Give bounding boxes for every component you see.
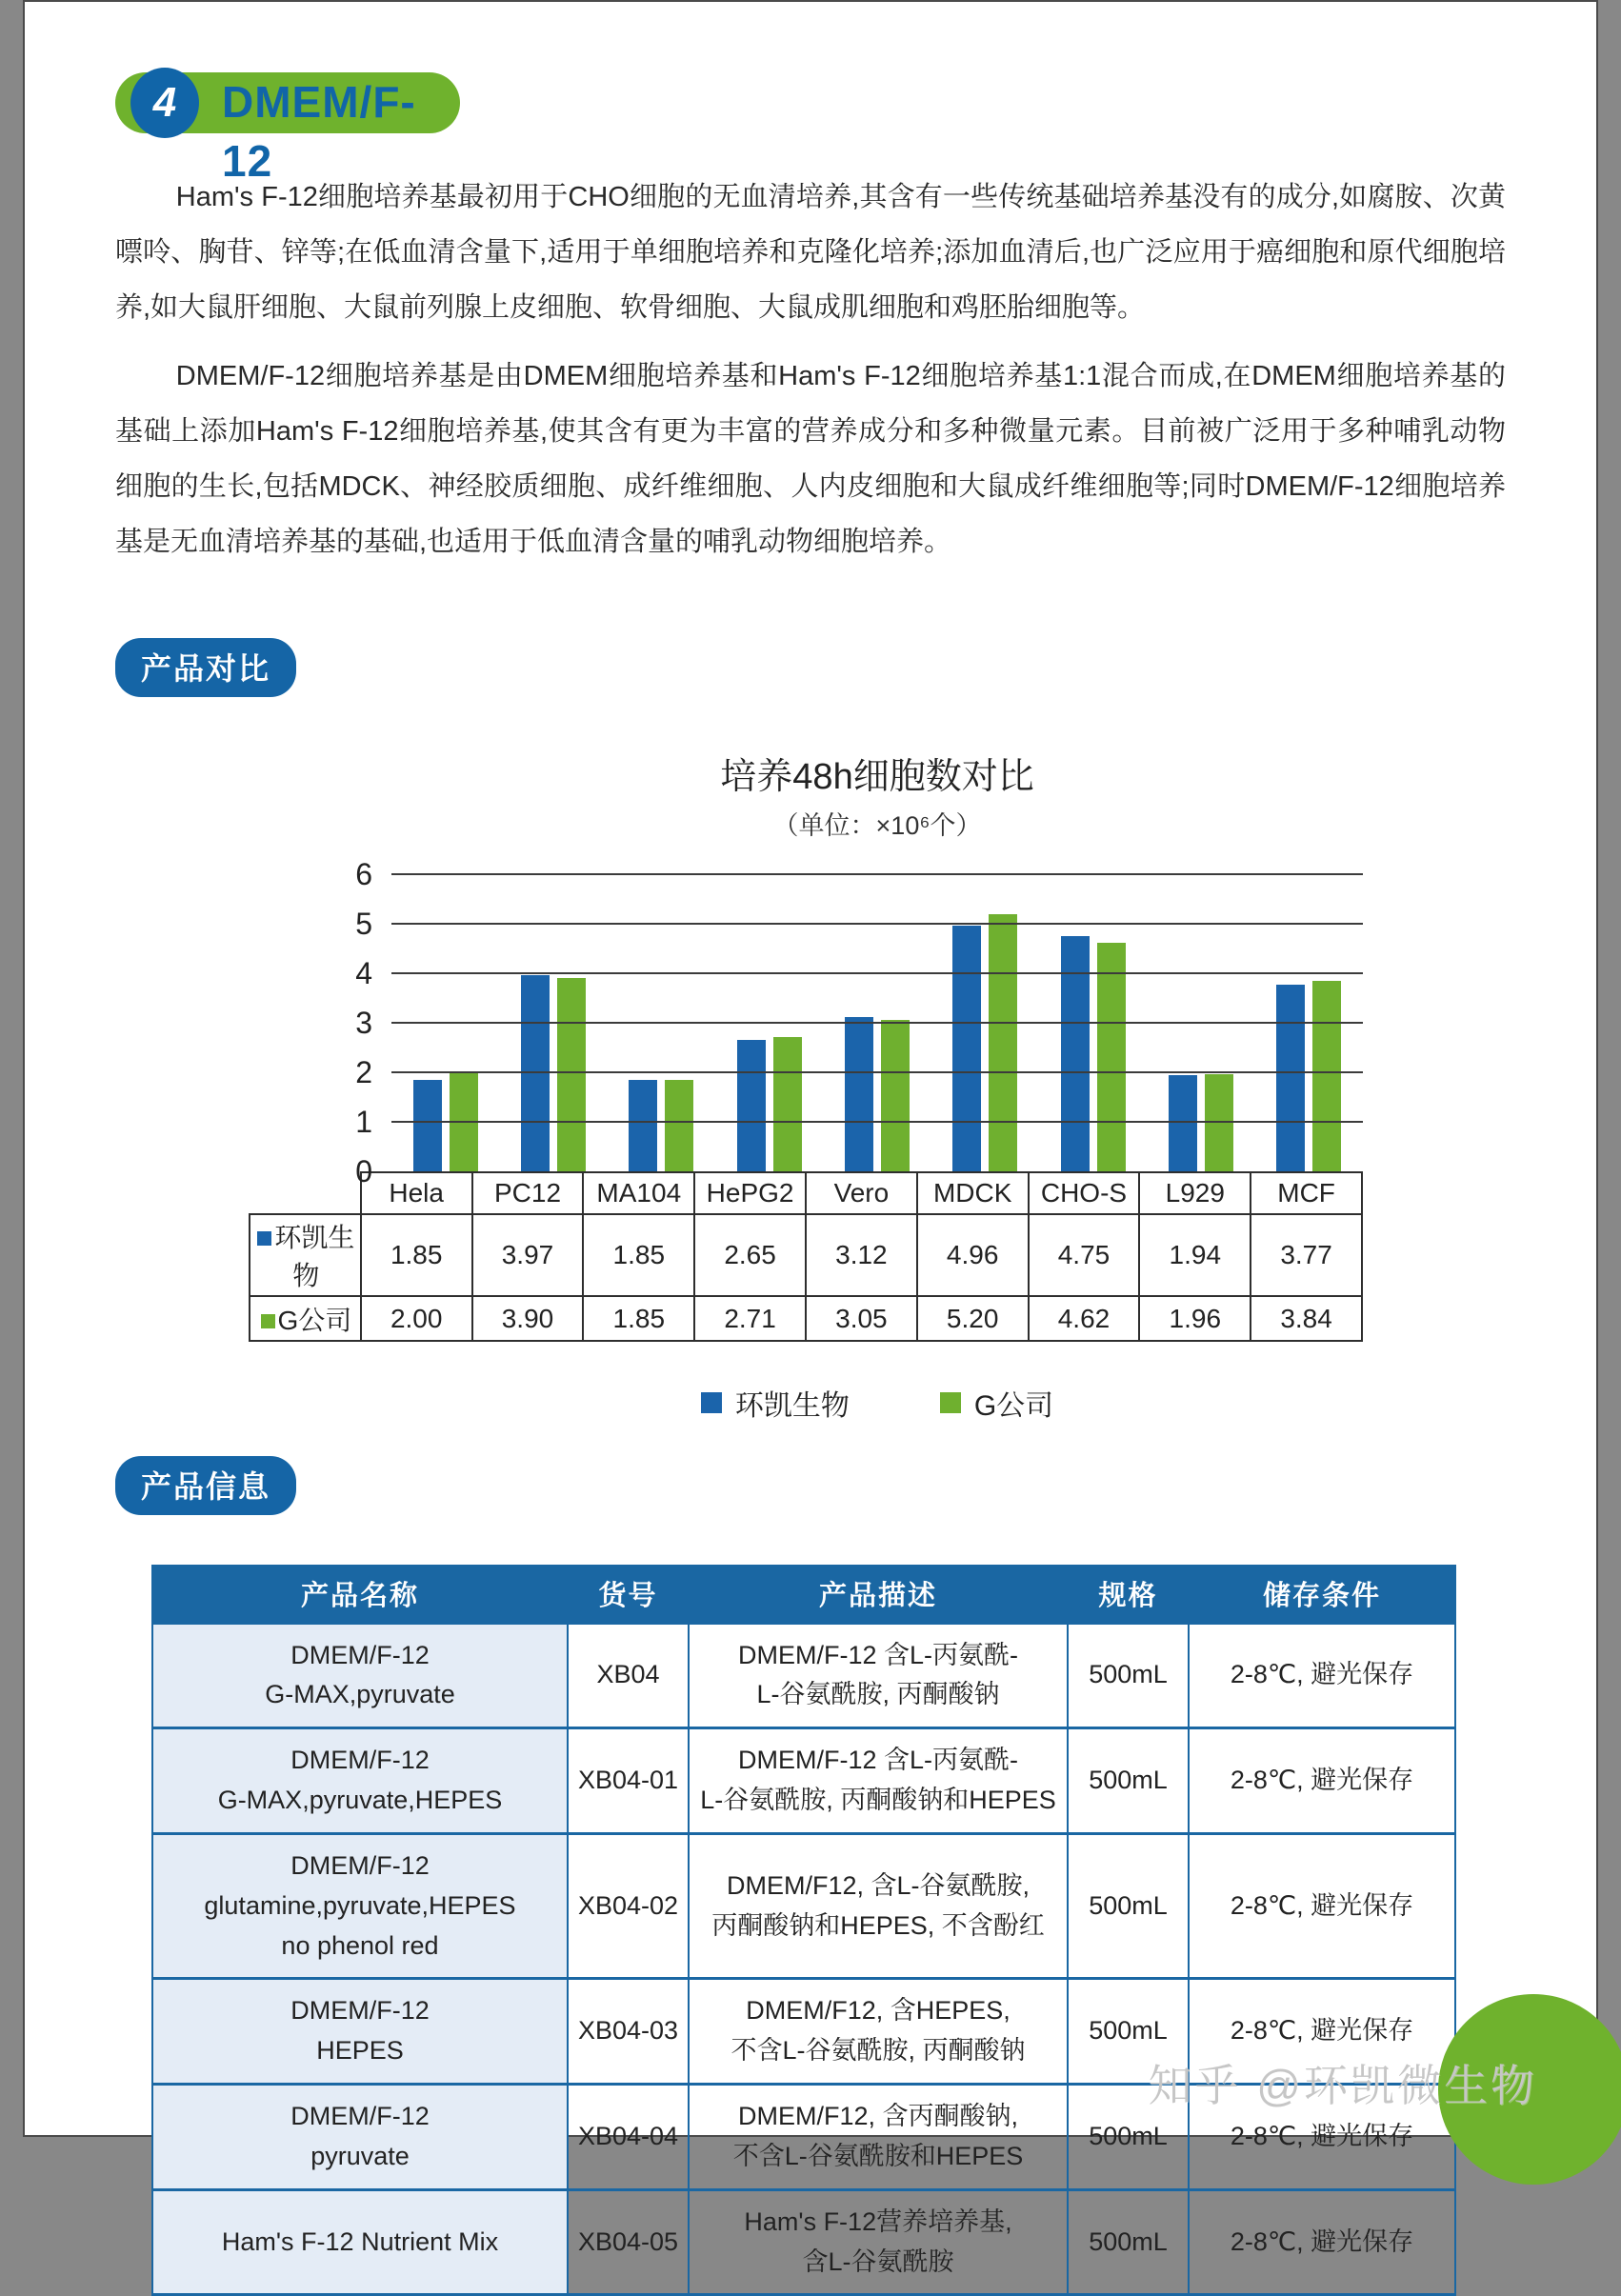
value-cell: 5.20 xyxy=(917,1296,1029,1341)
chart-legend xyxy=(391,1382,1363,1424)
product-desc-cell: DMEM/F-12 含L-丙氨酰- L-谷氨酰胺, 丙酮酸钠 xyxy=(689,1623,1068,1728)
bar-环凯生物-HePG2 xyxy=(737,1040,766,1171)
intro-paragraphs xyxy=(115,170,1506,569)
bar-环凯生物-Vero xyxy=(845,1017,873,1171)
legend-swatch-icon xyxy=(701,1392,722,1413)
bar-G公司-MDCK xyxy=(989,914,1017,1171)
product-code-cell: XB04 xyxy=(568,1623,689,1728)
product-row xyxy=(152,2189,1455,2295)
comparison-chart xyxy=(249,747,1363,1424)
category-cell: Hela xyxy=(361,1172,472,1214)
product-code-cell: XB04-05 xyxy=(568,2189,689,2295)
chart-title: 培养48h细胞数对比 xyxy=(720,757,1034,797)
series-label-cell: 环凯生物 xyxy=(250,1214,361,1296)
gridline xyxy=(391,1071,1363,1073)
value-cell: 4.62 xyxy=(1029,1296,1140,1341)
series-swatch-icon xyxy=(261,1314,275,1328)
y-tick-label: 1 xyxy=(355,1105,372,1139)
product-spec-cell: 500mL xyxy=(1068,2085,1189,2190)
bar-G公司-Vero xyxy=(881,1020,910,1171)
product-spec-cell: 500mL xyxy=(1068,2189,1189,2295)
value-cell: 3.90 xyxy=(472,1296,584,1341)
category-cell: Vero xyxy=(806,1172,917,1214)
product-desc-cell: DMEM/F12, 含丙酮酸钠, 不含L-谷氨酰胺和HEPES xyxy=(689,2085,1068,2190)
value-cell: 1.85 xyxy=(361,1214,472,1296)
gridline xyxy=(391,972,1363,974)
badge-product-info: 产品信息 xyxy=(115,1456,296,1515)
chart-series-row xyxy=(250,1214,1362,1296)
gridline xyxy=(391,1121,1363,1123)
product-name-cell: DMEM/F-12 pyruvate xyxy=(152,2085,568,2190)
category-cell: MDCK xyxy=(917,1172,1029,1214)
product-name-cell: DMEM/F-12 glutamine,pyruvate,HEPES no phenol red xyxy=(152,1833,568,1979)
product-storage-cell: 2-8℃, 避光保存 xyxy=(1189,2189,1455,2295)
product-spec-cell: 500mL xyxy=(1068,1979,1189,2085)
product-row xyxy=(152,1728,1455,1834)
page-title: DMEM/F-12 xyxy=(222,77,416,186)
bar-G公司-HePG2 xyxy=(773,1037,802,1171)
value-cell: 2.71 xyxy=(694,1296,806,1341)
product-storage-cell: 2-8℃, 避光保存 xyxy=(1189,1833,1455,1979)
product-table-body xyxy=(152,1623,1455,2295)
value-cell: 2.00 xyxy=(361,1296,472,1341)
badge-product-comparison: 产品对比 xyxy=(115,638,296,697)
bar-环凯生物-Hela xyxy=(413,1080,442,1171)
bar-G公司-MA104 xyxy=(665,1080,693,1171)
bar-环凯生物-L929 xyxy=(1169,1075,1197,1171)
section-header xyxy=(115,72,460,186)
product-code-cell: XB04-01 xyxy=(568,1728,689,1834)
value-cell: 2.65 xyxy=(694,1214,806,1296)
value-cell: 3.84 xyxy=(1251,1296,1362,1341)
chart-series-row xyxy=(250,1296,1362,1341)
product-spec-cell: 500mL xyxy=(1068,1833,1189,1979)
product-storage-cell: 2-8℃, 避光保存 xyxy=(1189,1623,1455,1728)
legend-item: 环凯生物 xyxy=(701,1382,850,1424)
product-storage-cell: 2-8℃, 避光保存 xyxy=(1189,1728,1455,1834)
chart-table xyxy=(249,1171,1363,1342)
document-page xyxy=(23,0,1598,2276)
value-cell: 4.75 xyxy=(1029,1214,1140,1296)
value-cell: 3.12 xyxy=(806,1214,917,1296)
gridline xyxy=(391,1022,1363,1024)
y-tick-label: 4 xyxy=(355,956,372,990)
category-cell: L929 xyxy=(1139,1172,1251,1214)
value-cell: 1.96 xyxy=(1139,1296,1251,1341)
header-product-code: 货号 xyxy=(568,1566,689,1623)
paragraph-2: DMEM/F-12细胞培养基是由DMEM细胞培养基和Ham's F-12细胞培养基1:1混合而成,在DMEM细胞培养基的基础上添加Ham's F-12细胞培养基,使其含有更为丰富的营养成分和多种微量元素。目前被广泛用于多种哺乳动物细胞的生长,包括MDCK、神经胶质细胞、成纤维细胞、人内皮细胞和大鼠成纤维细胞等;同时DMEM/F-12细胞培养基是无血清培养基的基础,也适用于低血清含量的哺乳动物细胞培养。 xyxy=(115,361,1506,557)
legend-swatch-icon xyxy=(940,1392,961,1413)
series-label-cell: G公司 xyxy=(250,1296,361,1341)
category-cell: MA104 xyxy=(583,1172,694,1214)
product-row xyxy=(152,1833,1455,1979)
gridline xyxy=(391,923,1363,925)
header-product-storage: 储存条件 xyxy=(1189,1566,1455,1623)
category-cell: CHO-S xyxy=(1029,1172,1140,1214)
product-storage-cell: 2-8℃, 避光保存 xyxy=(1189,2085,1455,2190)
series-swatch-icon xyxy=(257,1231,271,1246)
y-tick-label: 3 xyxy=(355,1006,372,1040)
bar-G公司-PC12 xyxy=(557,978,586,1171)
chart-category-row xyxy=(250,1172,1362,1214)
category-cell: PC12 xyxy=(472,1172,584,1214)
product-table xyxy=(151,1565,1456,2296)
product-name-cell: DMEM/F-12 G-MAX,pyruvate,HEPES xyxy=(152,1728,568,1834)
value-cell: 4.96 xyxy=(917,1214,1029,1296)
category-cell: HePG2 xyxy=(694,1172,806,1214)
gridline xyxy=(391,873,1363,875)
product-row xyxy=(152,1623,1455,1728)
value-cell: 3.05 xyxy=(806,1296,917,1341)
product-spec-cell: 500mL xyxy=(1068,1728,1189,1834)
bar-环凯生物-MCF xyxy=(1276,985,1305,1171)
category-cell: MCF xyxy=(1251,1172,1362,1214)
bar-环凯生物-MA104 xyxy=(629,1080,657,1171)
y-tick-label: 2 xyxy=(355,1055,372,1089)
product-desc-cell: Ham's F-12营养培养基, 含L-谷氨酰胺 xyxy=(689,2189,1068,2295)
value-cell: 1.94 xyxy=(1139,1214,1251,1296)
product-table-header xyxy=(152,1566,1455,1623)
bar-G公司-CHO-S xyxy=(1097,943,1126,1171)
product-code-cell: XB04-03 xyxy=(568,1979,689,2085)
product-storage-cell: 2-8℃, 避光保存 xyxy=(1189,1979,1455,2085)
product-name-cell: DMEM/F-12 HEPES xyxy=(152,1979,568,2085)
paragraph-1: Ham's F-12细胞培养基最初用于CHO细胞的无血清培养,其含有一些传统基础培养基没有的成分,如腐胺、次黄嘌呤、胸苷、锌等;在低血清含量下,适用于单细胞培养和克隆化培养;添加血清后,也广泛应用于癌细胞和原代细胞培养,如大鼠肝细胞、大鼠前列腺上皮细胞、软骨细胞、大鼠成肌细胞和鸡胚胎细胞等。 xyxy=(115,182,1506,323)
product-spec-cell: 500mL xyxy=(1068,1623,1189,1728)
chart-subtitle: （单位：×10⁶个） xyxy=(772,811,982,840)
bar-G公司-L929 xyxy=(1205,1074,1233,1171)
value-cell: 1.85 xyxy=(583,1214,694,1296)
product-code-cell: XB04-04 xyxy=(568,2085,689,2190)
value-cell: 3.97 xyxy=(472,1214,584,1296)
header-product-desc: 产品描述 xyxy=(689,1566,1068,1623)
y-tick-label: 6 xyxy=(355,857,372,891)
section-number-circle: 4 xyxy=(130,68,199,138)
chart-plot xyxy=(355,857,1363,1188)
y-tick-label: 5 xyxy=(355,907,372,941)
bar-G公司-MCF xyxy=(1312,981,1341,1171)
watermark: 知乎 @环凯微生物 xyxy=(1148,2061,1537,2110)
product-code-cell: XB04-02 xyxy=(568,1833,689,1979)
bar-环凯生物-MDCK xyxy=(952,926,981,1171)
header-product-name: 产品名称 xyxy=(152,1566,568,1623)
product-name-cell: DMEM/F-12 G-MAX,pyruvate xyxy=(152,1623,568,1728)
y-tick-label: 0 xyxy=(355,1154,372,1188)
product-name-cell: Ham's F-12 Nutrient Mix xyxy=(152,2189,568,2295)
product-desc-cell: DMEM/F12, 含L-谷氨酰胺, 丙酮酸钠和HEPES, 不含酚红 xyxy=(689,1833,1068,1979)
value-cell: 3.77 xyxy=(1251,1214,1362,1296)
header-product-spec: 规格 xyxy=(1068,1566,1189,1623)
value-cell: 1.85 xyxy=(583,1296,694,1341)
product-desc-cell: DMEM/F12, 含HEPES, 不含L-谷氨酰胺, 丙酮酸钠 xyxy=(689,1979,1068,2085)
legend-item: G公司 xyxy=(940,1382,1053,1424)
product-desc-cell: DMEM/F-12 含L-丙氨酰- L-谷氨酰胺, 丙酮酸钠和HEPES xyxy=(689,1728,1068,1834)
